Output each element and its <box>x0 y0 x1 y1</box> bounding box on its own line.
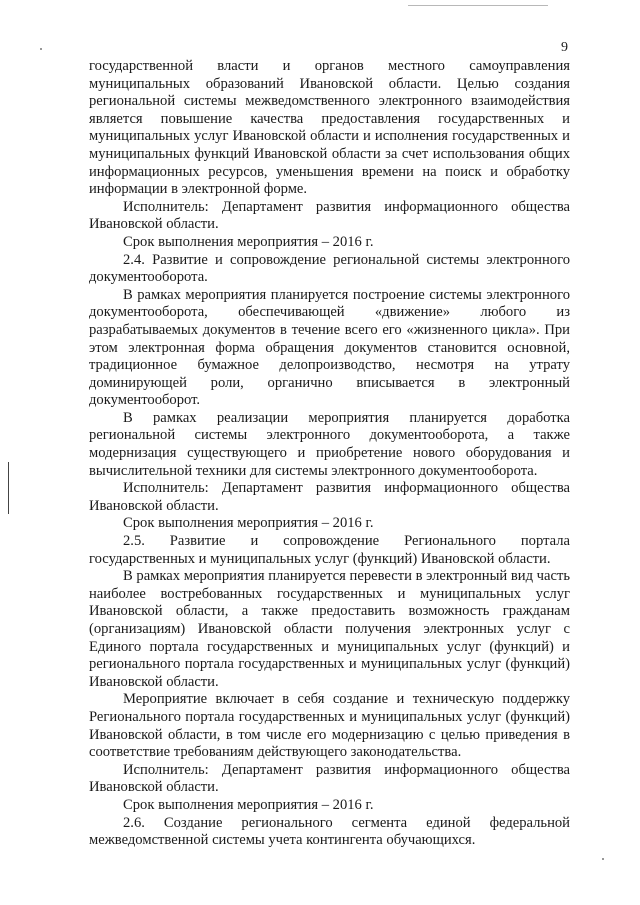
section-heading-2-4: 2.4. Развитие и сопровождение региональной системы электронного документооборота. <box>89 251 570 286</box>
section-heading-2-5: 2.5. Развитие и сопровождение Регионального портала государственных и муниципальных услуг (функций) Ивановской области. <box>89 533 570 567</box>
paragraph-edo-description: В рамках мероприятия планируется построение системы электронного документооборота, обеспечивающей «движение» любого из разрабатываемых документов в течение всего его «жизненного цикла». При этом электронная форма обращения документов становится основной, традиционное бумажное делопроизводство, несмотря на утрату доминирующей роли, органично вписывается в электронный документооборот. <box>89 286 570 409</box>
paragraph-deadline: Срок выполнения мероприятия – 2016 г. <box>123 796 374 813</box>
document-body <box>89 58 570 850</box>
scan-speck <box>602 858 604 860</box>
paragraph-deadline: Срок выполнения мероприятия – 2016 г. <box>123 233 374 250</box>
paragraph-portal-support: Мероприятие включает в себя создание и техническую поддержку Регионального портала государственных и муниципальных услуг (функций) Ивановской области, в том числе его модернизацию с целью приведения в соответствие требованиям действующего законодательства. <box>89 691 570 761</box>
scan-edge-line <box>408 5 548 6</box>
paragraph-executor: Исполнитель: Департамент развития информационного общества Ивановской области. <box>89 480 570 514</box>
paragraph-executor: Исполнитель: Департамент развития информационного общества Ивановской области. <box>89 198 570 233</box>
paragraph-portal-services: В рамках мероприятия планируется перевести в электронный вид часть наиболее востребованных государственных и муниципальных услуг Ивановской области, а также предоставить возможность гражданам (организациям) Ивановской области получения электронных услуг с Единого портала государственных и муниципальных услуг (функций) и регионального портала государственных и муниципальных услуг (функций) Ивановской области. <box>89 568 570 690</box>
page-number: 9 <box>561 40 568 55</box>
paragraph-executor: Исполнитель: Департамент развития информационного общества Ивановской области. <box>89 761 570 796</box>
paragraph-continuation: государственной власти и органов местного самоуправления муниципальных образований Ивановской области. Целью создания региональной системы межведомственного электронного взаимодействия является повышение качества предоставления государственных и муниципальных услуг Ивановской области и исполнения государственных и муниципальных функций Ивановской области за счет использования общих информационных ресурсов, уменьшения времени на поиск и обработку информации в электронной форме. <box>89 58 570 198</box>
scan-margin-mark <box>8 462 9 514</box>
section-heading-2-6: 2.6. Создание регионального сегмента единой федеральной межведомственной системы учета контингента обучающихся. <box>89 814 570 849</box>
paragraph-deadline: Срок выполнения мероприятия – 2016 г. <box>123 515 374 532</box>
paragraph-edo-modernization: В рамках реализации мероприятия планируется доработка региональной системы электронного документооборота, а также модернизация существующего и приобретение нового оборудования и вычислительной техники для системы электронного документооборота. <box>89 409 570 479</box>
scan-speck <box>40 48 42 50</box>
